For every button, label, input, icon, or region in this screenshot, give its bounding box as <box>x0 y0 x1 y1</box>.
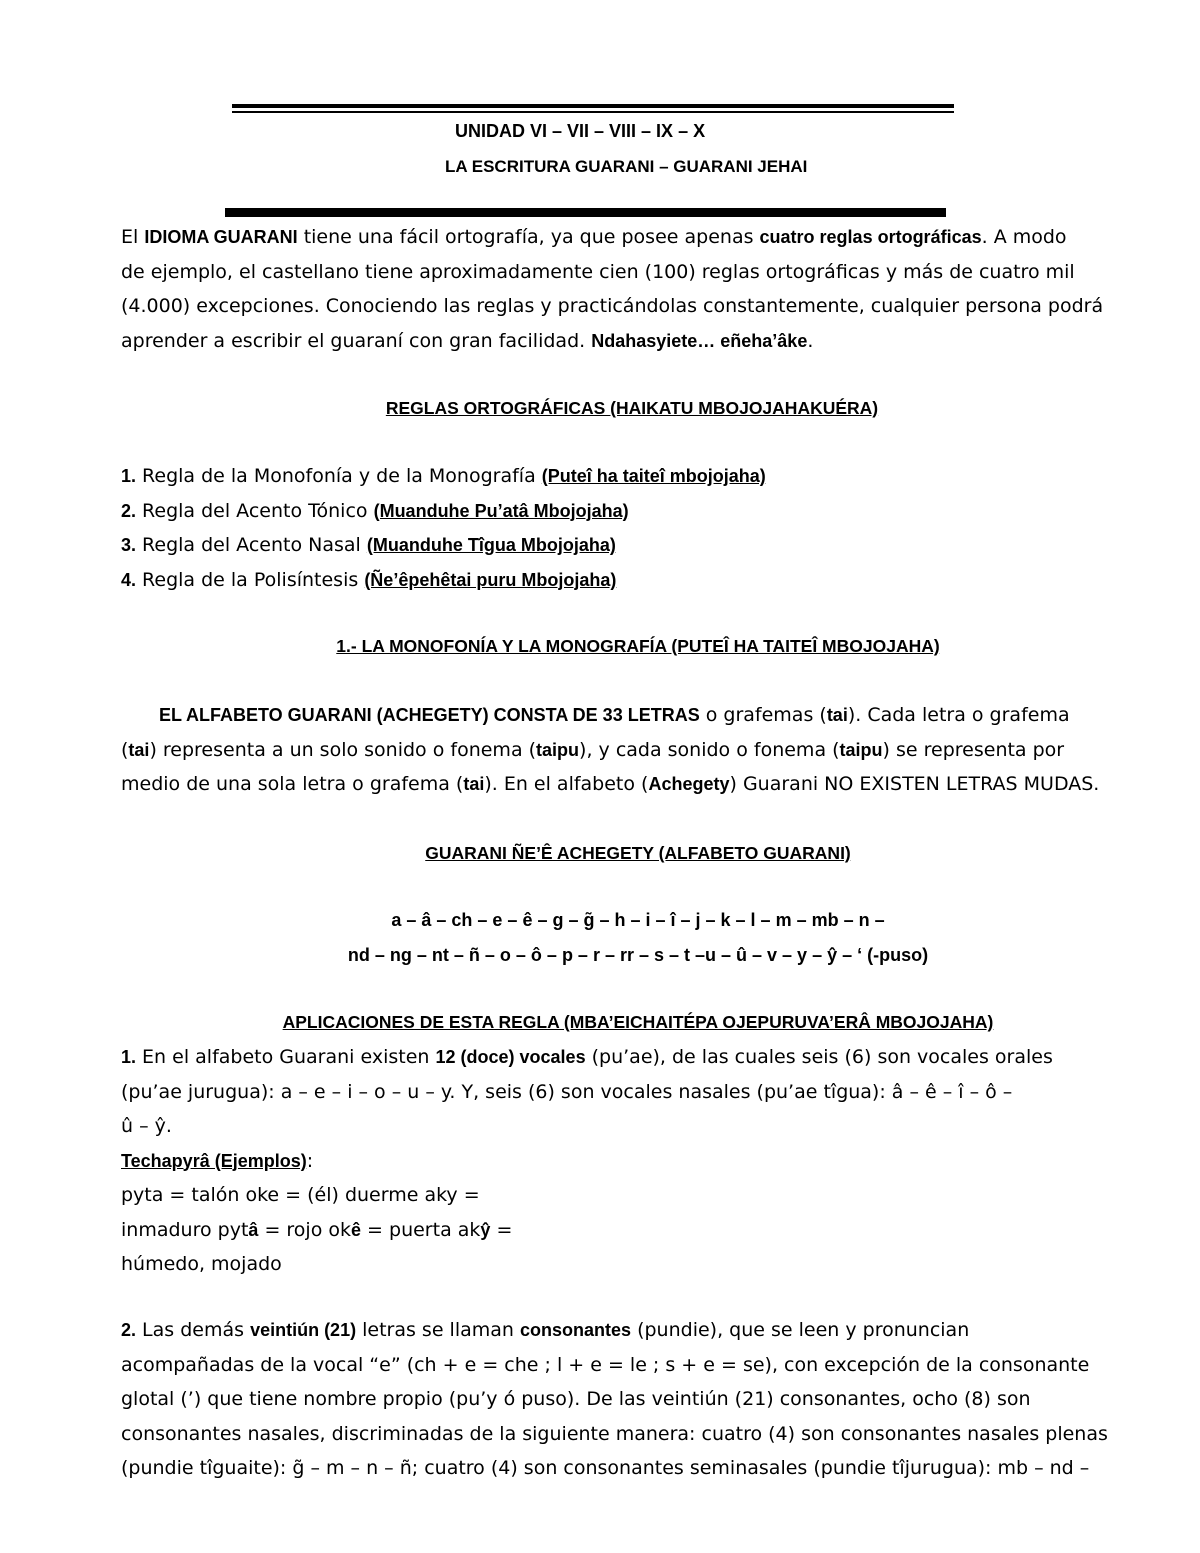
application-2 <box>121 1313 1161 1486</box>
app1-line-1: 1. En el alfabeto Guarani existen 12 (doce) vocales (pu’ae), de las cuales seis (6) son vocales orales <box>121 1046 1053 1068</box>
subtitle-rule <box>225 208 946 217</box>
app2-line-2: acompañadas de la vocal “e” (ch + e = che ; l + e = le ; s + e = se), con excepción de la consonante <box>121 1353 1090 1376</box>
top-rule-thick <box>232 104 954 108</box>
intro-line-2: de ejemplo, el castellano tiene aproximadamente cien (100) reglas ortográficas y más de cuatro mil <box>121 260 1075 283</box>
example-line-3: húmedo, mojado <box>121 1253 282 1275</box>
app1-line-3: û – ŷ. <box>121 1115 172 1137</box>
alphabet-line-2: nd – ng – nt – ñ – o – ô – p – r – rr – s – t –u – û – v – y – ŷ – ‘ (-puso) <box>347 945 929 965</box>
app1-line-2: (pu’ae jurugua): a – e – i – o – u – y. Y, seis (6) son vocales nasales (pu’ae tîgua): â – ê – î – ô – <box>121 1080 1013 1103</box>
app2-line-4: consonantes nasales, discriminadas de la siguiente manera: cuatro (4) son consonantes nasales plenas <box>121 1422 1108 1445</box>
rules-list <box>121 459 1161 597</box>
examples-label: Techapyrâ (Ejemplos): <box>121 1149 314 1172</box>
rule-item-1: 1. Regla de la Monofonía y de la Monografía (Puteî ha taiteî mbojojaha) <box>121 465 766 487</box>
alphabet-line-1: a – â – ch – e – ê – g – g̃ – h – i – î – j – k – l – m – mb – n – <box>391 910 885 930</box>
alphabet-par-line-2: (tai) representa a un solo sonido o fonema (taipu), y cada sonido o fonema (taipu) se representa por <box>121 738 1065 761</box>
unit-title: UNIDAD VI – VII – VIII – IX – X <box>455 121 706 141</box>
app2-line-3: glotal (’) que tiene nombre propio (pu’y ó puso). De las veintiún (21) consonantes, ocho (8) son <box>121 1388 1031 1410</box>
applications-title: APLICACIONES DE ESTA REGLA (MBA’EICHAITÉPA OJEPURUVA’ERÂ MBOJOJAHA) <box>282 1012 994 1032</box>
rules-title: REGLAS ORTOGRÁFICAS (HAIKATU MBOJOJAHAKUÉRA) <box>385 398 879 418</box>
application-1 <box>121 1040 1161 1282</box>
alphabet-par-line-1: EL ALFABETO GUARANI (ACHEGETY) CONSTA DE 33 LETRAS o grafemas (tai). Cada letra o grafema <box>159 704 1070 726</box>
intro-line-4: aprender a escribir el guaraní con gran facilidad. Ndahasyiete… eñeha’âke. <box>121 329 814 352</box>
app2-line-1: 2. Las demás veintiún (21) letras se llaman consonantes (pundie), que se leen y pronuncian <box>121 1319 970 1341</box>
alphabet-paragraph <box>121 698 1161 802</box>
app2-line-5: (pundie tîguaite): g̃ – m – n – ñ; cuatro (4) son consonantes seminasales (pundie tîjurugua): mb – nd – <box>121 1457 1090 1479</box>
page-subtitle: LA ESCRITURA GUARANI – GUARANI JEHAI <box>445 157 808 176</box>
alphabet-title: GUARANI ÑE’Ê ACHEGETY (ALFABETO GUARANI) <box>425 843 851 863</box>
intro-line-3: (4.000) excepciones. Conociendo las reglas y practicándolas constantemente, cualquier persona podrá <box>121 295 1104 317</box>
alphabet-par-line-3: medio de una sola letra o grafema (tai). En el alfabeto (Achegety) Guarani NO EXISTEN LETRAS MUDAS. <box>121 773 1100 795</box>
rule-item-2: 2. Regla del Acento Tónico (Muanduhe Pu’atâ Mbojojaha) <box>121 499 629 522</box>
intro-paragraph <box>121 220 1161 358</box>
rule-item-3: 3. Regla del Acento Nasal (Muanduhe Tîgua Mbojojaha) <box>121 534 616 556</box>
example-line-1: pyta = talón oke = (él) duerme aky = <box>121 1184 480 1206</box>
rule-item-4: 4. Regla de la Polisíntesis (Ñe’êpehêtai puru Mbojojaha) <box>121 568 617 591</box>
example-line-2: inmaduro pytâ = rojo okê = puerta akŷ = <box>121 1218 513 1241</box>
top-rule-thin <box>232 111 954 113</box>
section-1-title: 1.- LA MONOFONÍA Y LA MONOGRAFÍA (PUTEÎ HA TAITEÎ MBOJOJAHA) <box>336 636 940 656</box>
intro-line-1: El IDIOMA GUARANI tiene una fácil ortografía, ya que posee apenas cuatro reglas ortográficas. A modo <box>121 226 1067 248</box>
